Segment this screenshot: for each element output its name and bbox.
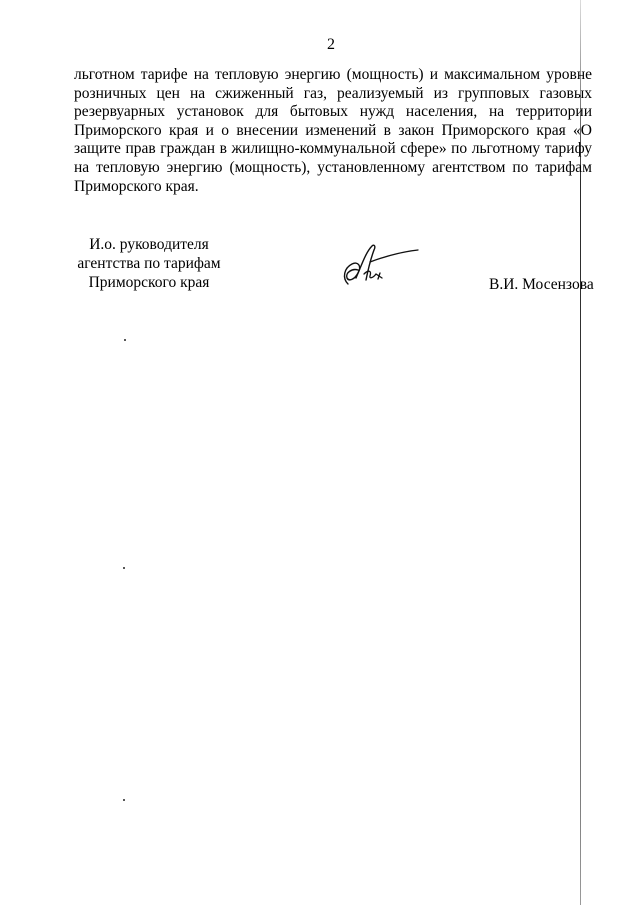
handwritten-signature	[334, 240, 424, 290]
scan-speck	[124, 339, 126, 341]
signer-name: В.И. Мосензова	[489, 276, 594, 293]
body-paragraph: льготном тарифе на тепловую энергию (мощность) и максимальном уровне розничных цен на сжиженный газ, реализуемый из групповых газовых резервуарных установок для бытовых нужд населения, на территории Приморского края и о внесении изменений в закон Приморского края «О защите прав граждан в жилищно-коммунальной сфере» по льготному тарифу на тепловую энергию (мощность), установленному агентством по тарифам Приморского края.	[74, 66, 592, 195]
signer-title	[64, 235, 234, 292]
signer-title-line-1: И.о. руководителя	[89, 236, 209, 253]
scan-speck	[123, 567, 125, 569]
signer-title-line-2: агентства по тарифам	[77, 255, 221, 272]
page-number: 2	[327, 36, 335, 53]
signer-title-line-3: Приморского края	[88, 274, 210, 291]
scan-speck	[123, 799, 125, 801]
